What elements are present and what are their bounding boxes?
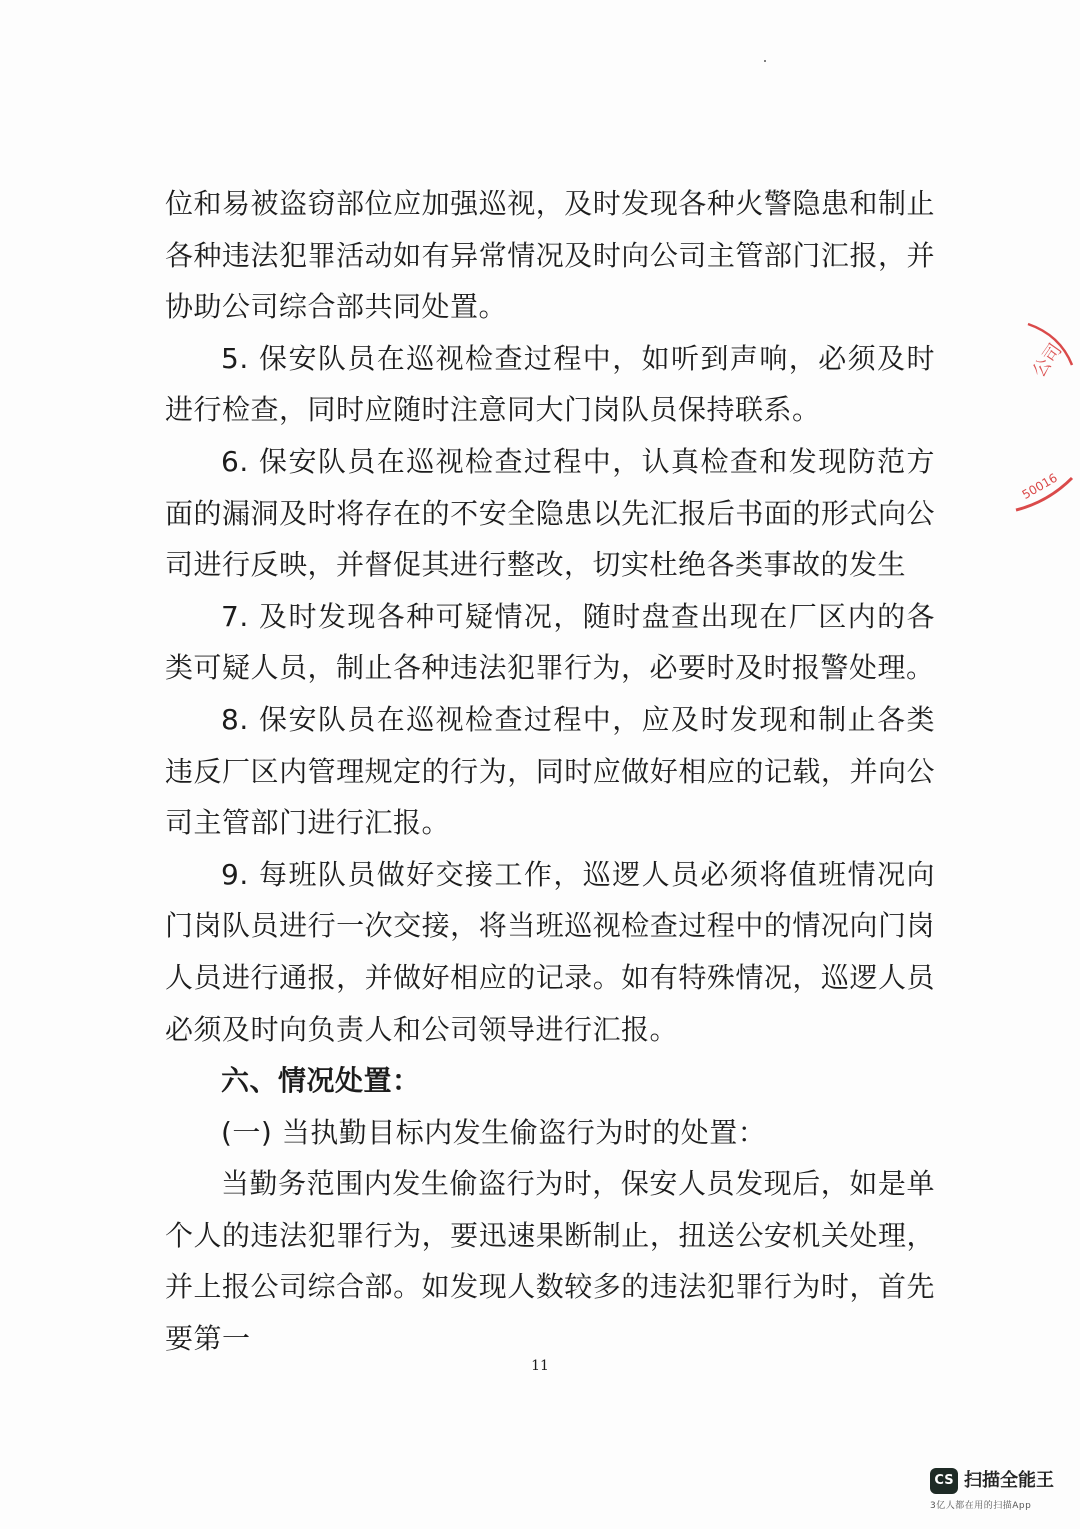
paragraph-item-9: 9. 每班队员做好交接工作，巡逻人员必须将值班情况向门岗队员进行一次交接，将当班巡视检查过程中的情况向门岗人员进行通报，并做好相应的记录。如有特殊情况，巡逻人员必须及时向负责人和公司领导进行汇报。 [165, 857, 935, 1046]
page-number: 11 [531, 1358, 549, 1374]
svg-text:公司: 公司 [1028, 339, 1067, 382]
section-heading: 六、情况处置： [221, 1064, 421, 1098]
paragraph-item-7: 7. 及时发现各种可疑情况，随时盘查出现在厂区内的各类可疑人员，制止各种违法犯罪行为，必要时及时报警处理。 [165, 599, 935, 685]
paragraph-theft-response: 当勤务范围内发生偷盗行为时，保安人员发现后，如是单个人的违法犯罪行为，要迅速果断制止，扭送公安机关处理，并上报公司综合部。如发现人数较多的违法犯罪行为时，首先要第一 [165, 1167, 935, 1356]
paragraph-item-5: 5. 保安队员在巡视检查过程中，如听到声响，必须及时进行检查，同时应随时注意同大门岗队员保持联系。 [165, 341, 935, 427]
subsection-heading: (一) 当执勤目标内发生偷盗行为时的处置： [221, 1115, 767, 1149]
paragraph-1: 位和易被盗窃部位应加强巡视，及时发现各种火警隐患和制止各种违法犯罪活动如有异常情况及时向公司主管部门汇报，并协助公司综合部共同处置。 [165, 187, 935, 324]
svg-text:50016: 50016 [1019, 470, 1060, 502]
seal-stamp-partial [1010, 310, 1080, 530]
scan-speck [764, 60, 766, 62]
camscanner-logo-icon: CS [930, 1468, 958, 1494]
paragraph-item-8: 8. 保安队员在巡视检查过程中，应及时发现和制止各类违反厂区内管理规定的行为，同时应做好相应的记载，并向公司主管部门进行汇报。 [165, 702, 935, 840]
paragraph-item-6: 6. 保安队员在巡视检查过程中，认真检查和发现防范方面的漏洞及时将存在的不安全隐患以先汇报后书面的形式向公司进行反映，并督促其进行整改，切实杜绝各类事故的发生 [165, 444, 935, 582]
document-body [165, 178, 935, 1365]
watermark-brand: 扫描全能王 [964, 1470, 1054, 1491]
watermark-tagline: 3亿人都在用的扫描App [930, 1501, 1032, 1511]
camscanner-watermark [930, 1464, 1070, 1514]
